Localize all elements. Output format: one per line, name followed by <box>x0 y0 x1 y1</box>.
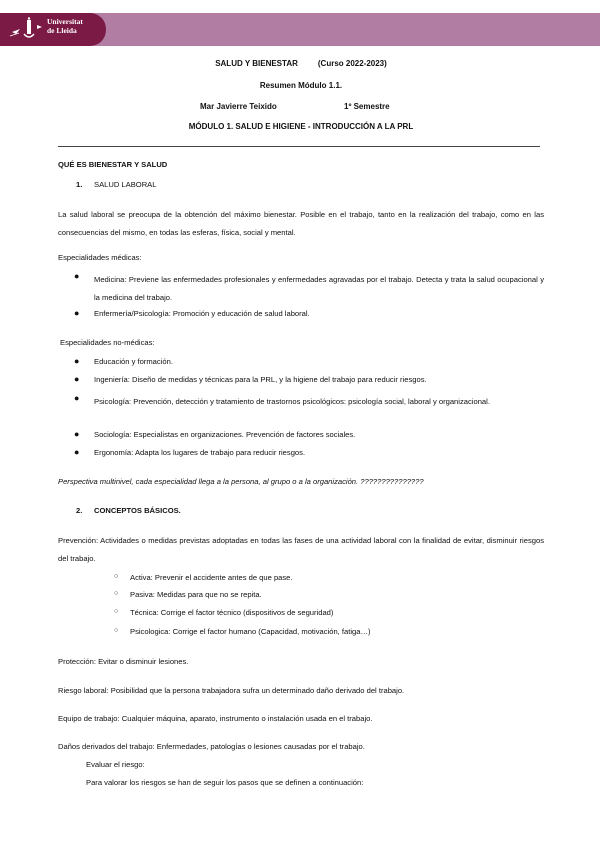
bullet-icon: ● <box>74 447 80 457</box>
module-title: MÓDULO 1. SALUD E HIGIENE - INTRODUCCIÓN A LA PRL <box>188 122 414 131</box>
medical-specialties-label: Especialidades médicas: <box>58 253 142 262</box>
circle-bullet-icon: ○ <box>114 627 119 634</box>
bullet-icon: ● <box>74 271 80 281</box>
circle-bullet-icon: ○ <box>114 590 119 597</box>
bullet-icon: ● <box>74 374 80 384</box>
evaluar-riesgo: Evaluar el riesgo: <box>86 760 145 769</box>
section-heading: QUÉ ES BIENESTAR Y SALUD <box>58 160 168 169</box>
university-logo <box>0 13 106 46</box>
bullet-icon: ● <box>74 356 80 366</box>
proteccion-definition: Protección: Evitar o disminuir lesiones. <box>58 657 189 666</box>
subsection-title-1: SALUD LABORAL <box>94 180 157 189</box>
danos-definition: Daños derivados del trabajo: Enfermedades, patologías o lesiones causadas por el trabajo. <box>58 742 365 751</box>
divider <box>58 146 540 147</box>
header-band <box>0 13 600 46</box>
course-title: SALUD Y BIENESTAR (Curso 2022-2023) <box>215 59 387 68</box>
subsection-title-2: CONCEPTOS BÁSICOS. <box>94 506 181 515</box>
equipo-definition: Equipo de trabajo: Cualquier máquina, aparato, instrumento o instalación usada en el trabajo. <box>58 714 373 723</box>
riesgo-definition: Riesgo laboral: Posibilidad que la persona trabajadora sufra un determinado daño derivado del trabajo. <box>58 686 405 695</box>
semester: 1º Semestre <box>344 102 390 111</box>
salud-laboral-paragraph: La salud laboral se preocupa de la obtención del máximo bienestar. Posible en el trabajo, tanto en la realización del trabajo, como en las consecuencias del mismo, en todas las esferas, física, social y mental. <box>58 210 544 237</box>
bullet-icon: ● <box>74 308 80 318</box>
bullet-icon: ● <box>74 429 80 439</box>
circle-bullet-icon: ○ <box>114 608 119 615</box>
subsection-number-2: 2. <box>76 506 83 515</box>
logo-line-1: Universitat <box>47 17 83 26</box>
bullet-icon: ● <box>74 393 80 403</box>
nonmedical-specialties-label: Especialidades no-médicas: <box>60 338 155 347</box>
prevencion-definition: Prevención: Actividades o medidas previstas adoptadas en todas las fases de una actividad laboral con la finalidad de evitar, disminuir riesgos del trabajo. <box>58 536 544 563</box>
circle-bullet-icon: ○ <box>114 573 119 580</box>
summary-title: Resumen Módulo 1.1. <box>259 81 343 90</box>
multilevel-note: Perspectiva multinivel, cada especialidad llega a la persona, al grupo o a la organización. ??????????????? <box>58 477 424 486</box>
valorar-riesgos: Para valorar los riesgos se han de seguir los pasos que se definen a continuación: <box>86 778 364 787</box>
subsection-number-1: 1. <box>76 180 83 189</box>
university-crest-icon <box>6 16 46 43</box>
author-name: Mar Javierre Teixido <box>200 102 277 111</box>
logo-line-2: de Lleida <box>47 25 77 35</box>
